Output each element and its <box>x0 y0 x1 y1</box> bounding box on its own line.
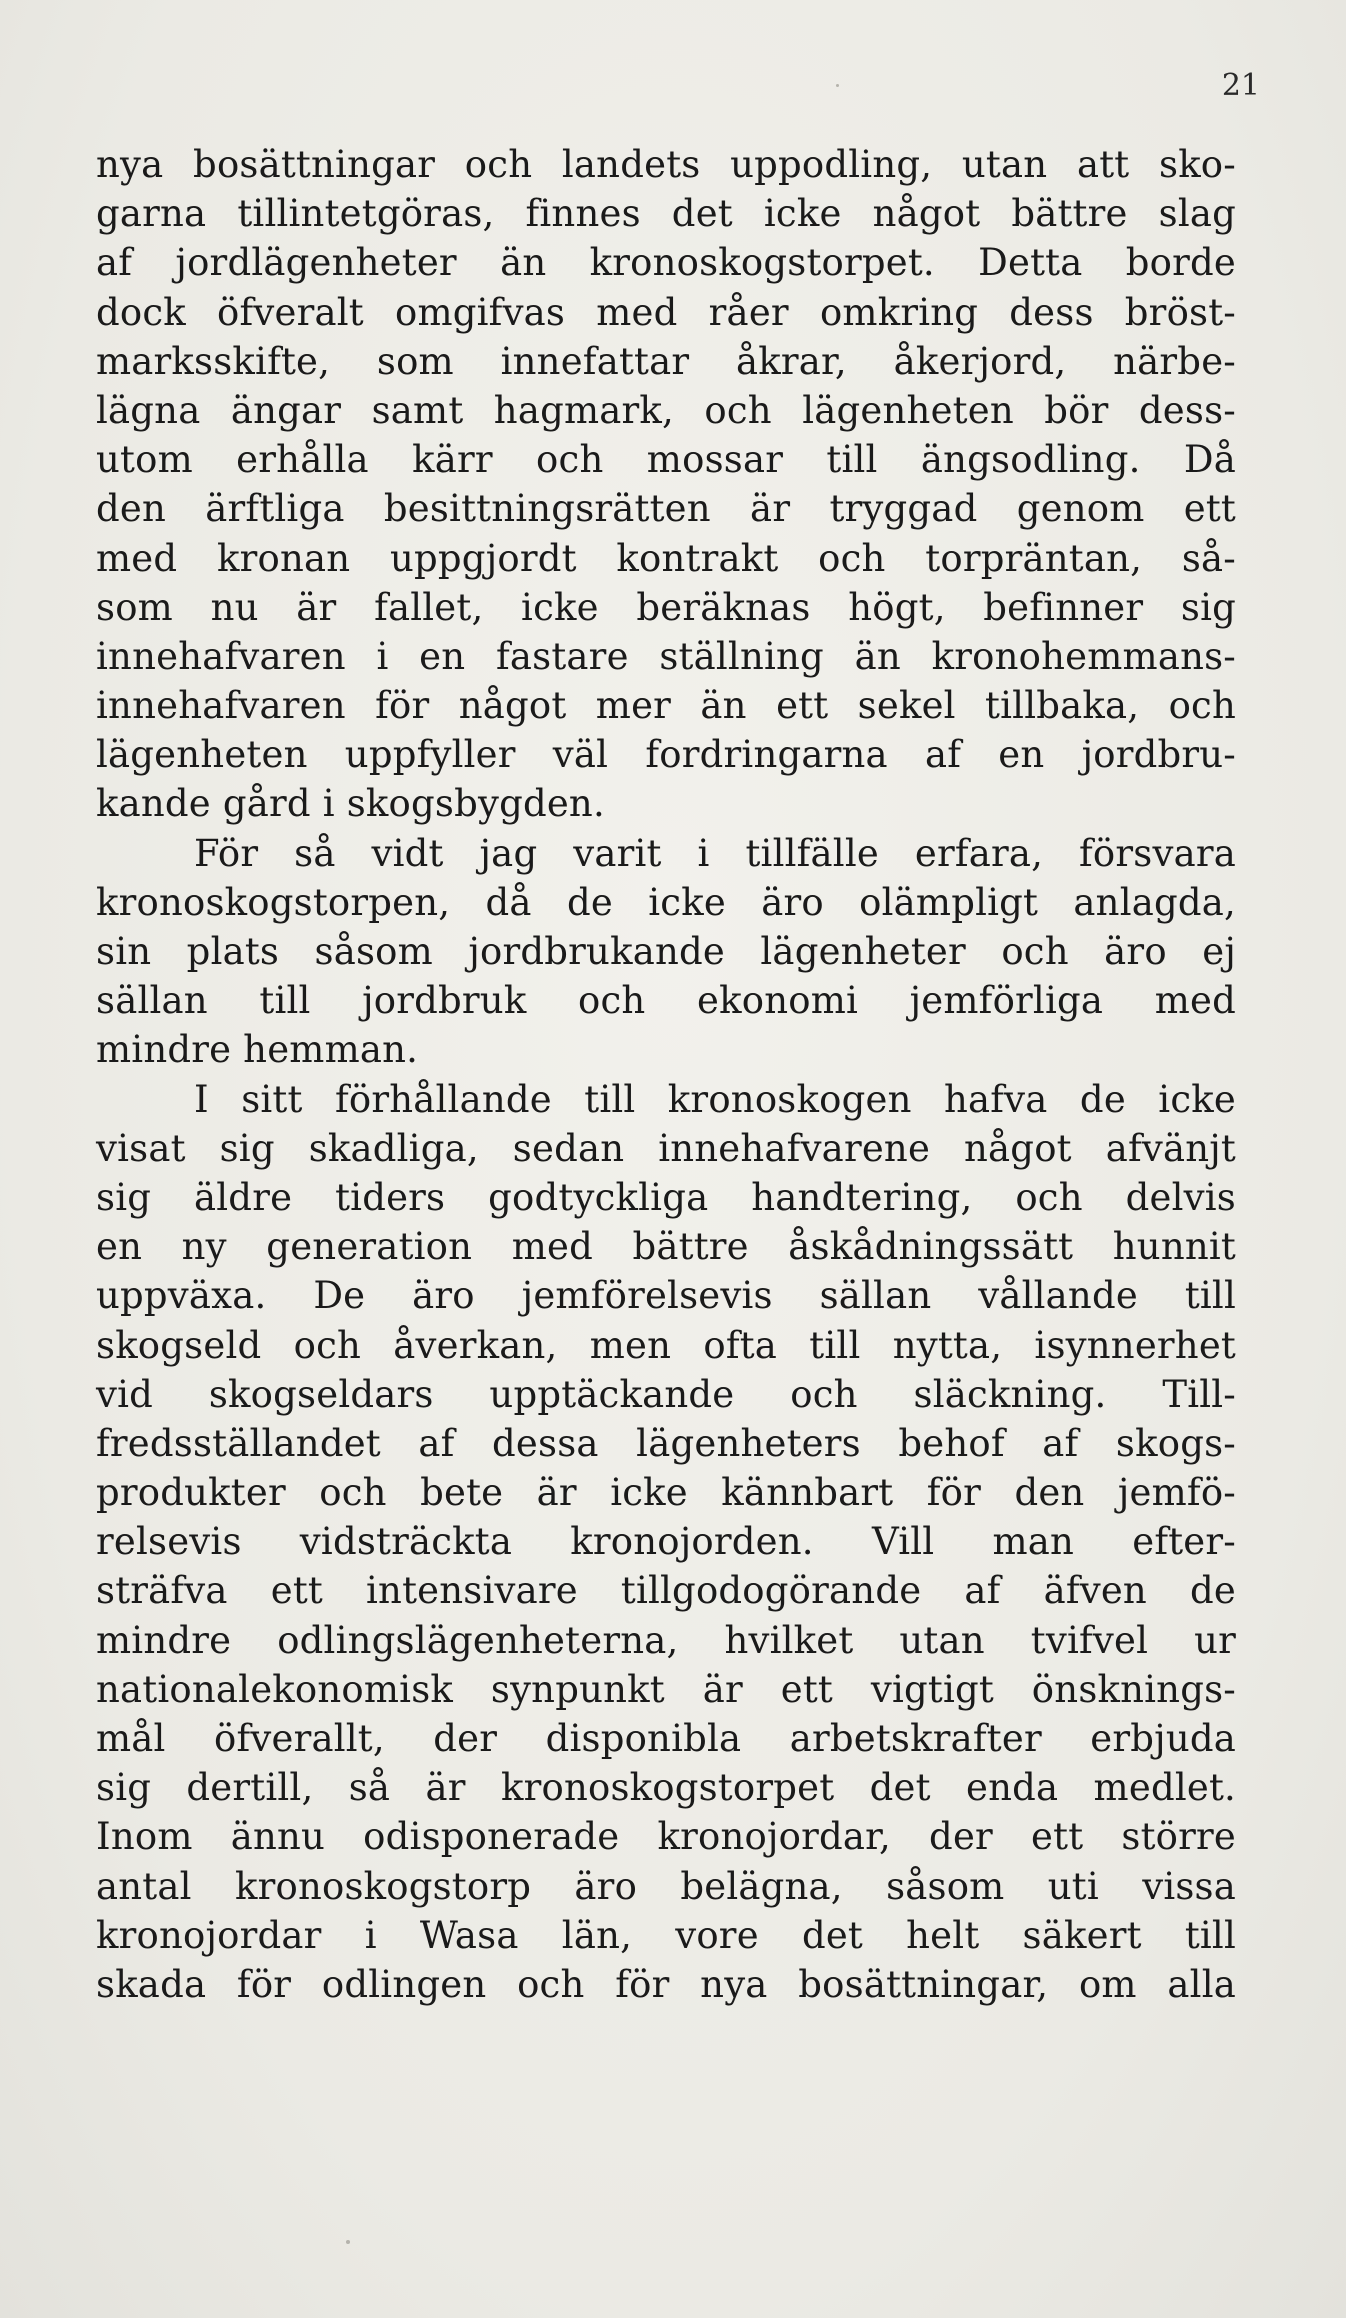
text-line: dock öfveralt omgifvas med råer omkring dess bröst- <box>96 290 1236 334</box>
text-line: innehafvaren för något mer än ett sekel tillbaka, och <box>96 684 1236 728</box>
text-line: som nu är fallet, icke beräknas högt, befinner sig <box>96 585 1236 629</box>
text-line: skogseld och åverkan, men ofta till nytta, isynnerhet <box>96 1323 1236 1367</box>
text-line: sig äldre tiders godtyckliga handtering, och delvis <box>96 1175 1236 1219</box>
text-line: innehafvaren i en fastare ställning än kronohemmans- <box>96 634 1236 678</box>
paper-speck <box>346 2240 350 2244</box>
text-line: en ny generation med bättre åskådningssätt hunnit <box>96 1225 1236 1269</box>
text-line: vid skogseldars upptäckande och släckning. Till- <box>96 1372 1236 1416</box>
text-line: visat sig skadliga, sedan innehafvarene något afvänjt <box>96 1126 1236 1170</box>
text-line: lägna ängar samt hagmark, och lägenheten bör dess- <box>96 388 1236 432</box>
paragraph-start-line: För så vidt jag varit i tillfälle erfara, försvara <box>194 831 1236 875</box>
text-line: mål öfverallt, der disponibla arbetskrafter erbjuda <box>96 1717 1236 1760</box>
text-line: sträfva ett intensivare tillgodogörande af äfven de <box>96 1569 1236 1613</box>
text-line: lägenheten uppfyller väl fordringarna af en jordbru- <box>96 733 1236 777</box>
body-text <box>96 140 1236 2009</box>
text-line: relsevis vidsträckta kronojorden. Vill man efter- <box>96 1520 1236 1564</box>
text-line: kronoskogstorpen, då de icke äro olämpligt anlagda, <box>96 880 1236 924</box>
text-line: utom erhålla kärr och mossar till ängsodling. Då <box>96 438 1236 482</box>
text-line: garna tillintetgöras, finnes det icke något bättre slag <box>96 192 1236 236</box>
page-number: 21 <box>1221 68 1260 103</box>
text-line: nationalekonomisk synpunkt är ett vigtigt önsknings- <box>96 1667 1236 1711</box>
paper-speck <box>836 84 839 87</box>
text-line: nya bosättningar och landets uppodling, utan att sko- <box>96 143 1236 186</box>
paragraph-start-line: I sitt förhållande till kronoskogen hafva de icke <box>194 1077 1236 1121</box>
text-line: fredsställandet af dessa lägenheters behof af skogs- <box>96 1421 1236 1465</box>
text-line: kronojordar i Wasa län, vore det helt säkert till <box>96 1913 1236 1957</box>
text-line: sig dertill, så är kronoskogstorpet det enda medlet. <box>96 1766 1236 1810</box>
text-line: skada för odlingen och för nya bosättningar, om alla <box>96 1962 1236 2006</box>
text-line: mindre hemman. <box>96 1028 419 1072</box>
text-line: uppväxa. De äro jemförelsevis sällan vållande till <box>96 1274 1236 1318</box>
text-line: af jordlägenheter än kronoskogstorpet. Detta borde <box>96 241 1236 285</box>
text-line: kande gård i skogsbygden. <box>96 782 605 826</box>
text-line: antal kronoskogstorp äro belägna, såsom uti vissa <box>96 1864 1236 1908</box>
text-line: Inom ännu odisponerade kronojordar, der ett större <box>96 1815 1236 1859</box>
text-line: marksskifte, som innefattar åkrar, åkerjord, närbe- <box>96 339 1236 383</box>
text-line: sin plats såsom jordbrukande lägenheter och äro ej <box>96 930 1236 973</box>
text-line: mindre odlingslägenheterna, hvilket utan tvifvel ur <box>96 1618 1236 1662</box>
text-line: produkter och bete är icke kännbart för den jemfö- <box>96 1471 1236 1515</box>
text-line: den ärftliga besittningsrätten är tryggad genom ett <box>96 487 1236 531</box>
text-line: med kronan uppgjordt kontrakt och torpräntan, så- <box>96 536 1236 580</box>
text-line: sällan till jordbruk och ekonomi jemförliga med <box>96 979 1236 1023</box>
